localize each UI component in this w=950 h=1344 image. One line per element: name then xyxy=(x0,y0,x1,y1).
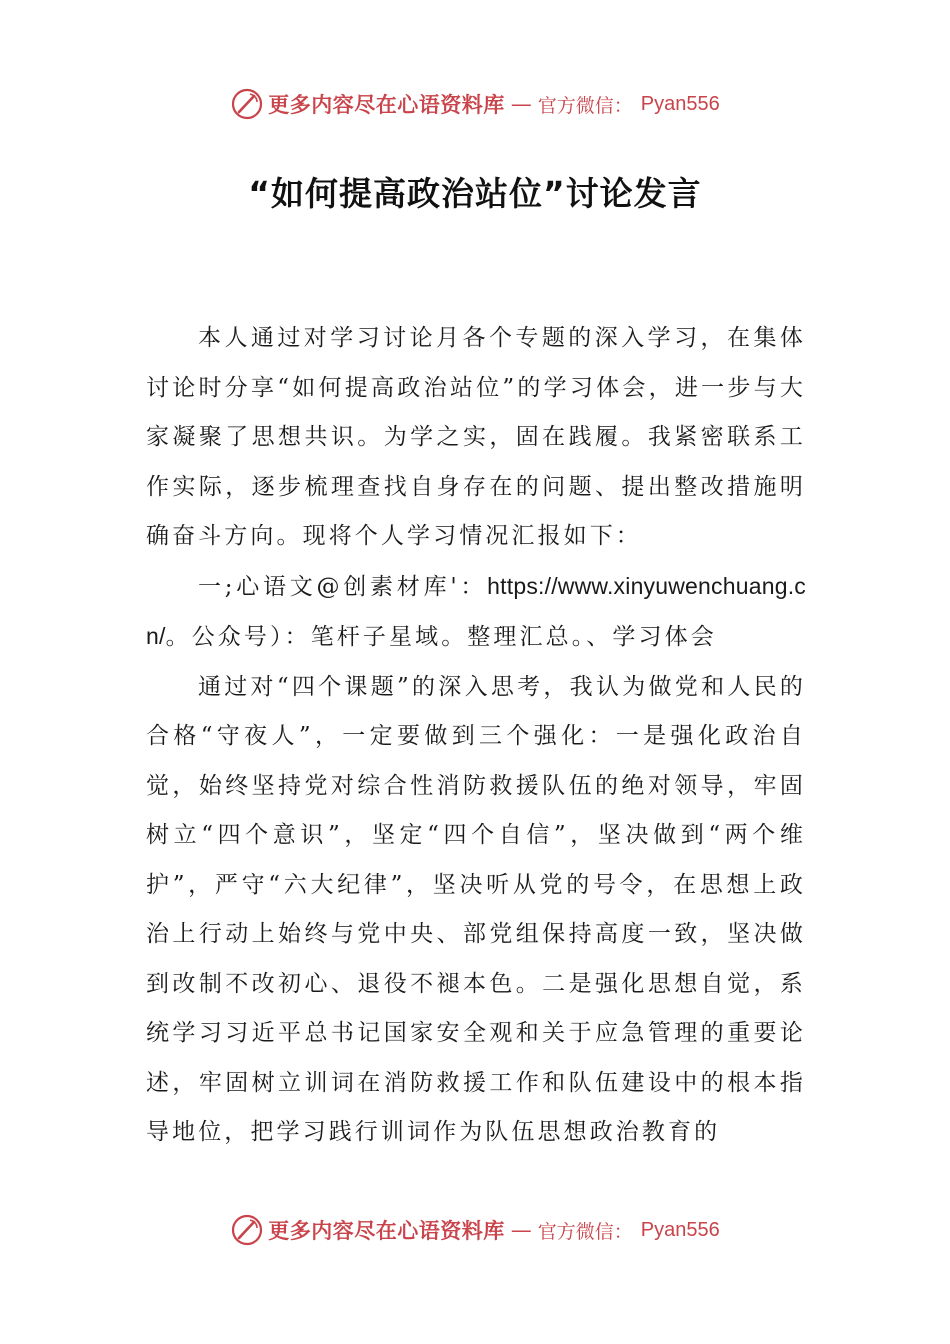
header-watermark xyxy=(0,84,950,124)
pen-logo-icon xyxy=(230,1213,264,1247)
watermark-separator: — xyxy=(510,1218,532,1242)
heading-prefix: 一;心语文@创素材库'： xyxy=(198,573,488,600)
document-body xyxy=(146,314,806,1158)
paragraph-section-heading xyxy=(146,562,806,663)
watermark-text: 更多内容尽在心语资料库 xyxy=(268,92,505,117)
paragraph-intro: 本人通过对学习讨论月各个专题的深入学习，在集体讨论时分享“如何提高政治站位”的学习体会，进一步与大家凝聚了思想共识。为学之实，固在践履。我紧密联系工作实际，逐步梳理查找自身存在的问题、提出整改措施明确奋斗方向。现将个人学习情况汇报如下： xyxy=(146,325,806,549)
watermark-id: Pyan556 xyxy=(640,1218,720,1241)
document-title: “如何提高政治站位”讨论发言 xyxy=(248,174,702,213)
watermark-label: 官方微信： xyxy=(537,94,633,117)
footer-watermark xyxy=(0,1210,950,1250)
watermark-text: 更多内容尽在心语资料库 xyxy=(268,1218,505,1243)
heading-suffix: 。公众号）：笔杆子星域。整理汇总。、学习体会 xyxy=(165,624,717,650)
pen-logo-icon xyxy=(230,87,264,121)
website-link: https://www.xinyuwenchuang.cn/ xyxy=(146,572,806,649)
watermark-label: 官方微信： xyxy=(537,1220,633,1243)
paragraph-body: 通过对“四个课题”的深入思考，我认为做党和人民的合格“守夜人”，一定要做到三个强化：一是强化政治自觉，始终坚持党对综合性消防救援队伍的绝对领导，牢固树立“四个意识”，坚定“四个自信”，坚决做到“两个维护”，严守“六大纪律”，坚决听从党的号令，在思想上政治上行动上始终与党中央、部党组保持高度一致，坚决做到改制不改初心、退役不褪本色。二是强化思想自觉，系统学习习近平总书记国家安全观和关于应急管理的重要论述，牢固树立训词在消防救援工作和队伍建设中的根本指导地位，把学习践行训词作为队伍思想政治教育的 xyxy=(146,673,806,1145)
watermark-id: Pyan556 xyxy=(640,92,720,115)
watermark-separator: — xyxy=(510,92,532,116)
